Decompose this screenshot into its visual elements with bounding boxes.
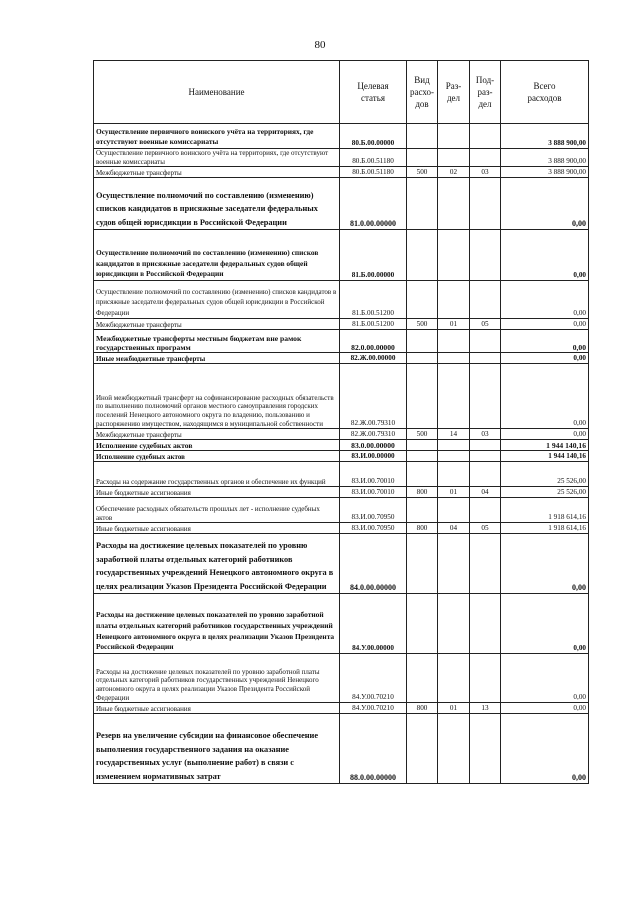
- row-expense-type: [407, 124, 438, 149]
- row-name: Расходы на достижение целевых показателей по уровню заработной платы отдельных категорий работников государственных учреждений Ненецкого автономного округа в целях реализации Указов Президента Российской Федерации: [94, 594, 340, 654]
- row-expense-type: [407, 462, 438, 487]
- row-subsection: [470, 451, 501, 462]
- header-expense-type: Вид расхо- дов: [407, 61, 438, 124]
- row-name: Иные бюджетные ассигнования: [94, 703, 340, 714]
- row-total: 0,00: [501, 330, 589, 353]
- row-subsection: [470, 594, 501, 654]
- row-subsection: [470, 714, 501, 784]
- row-section: 02: [438, 167, 470, 178]
- row-total: 0,00: [501, 654, 589, 703]
- row-total: 0,00: [501, 353, 589, 364]
- row-expense-type: 500: [407, 429, 438, 440]
- table-row: [94, 319, 589, 330]
- row-name: Исполнение судебных актов: [94, 440, 340, 451]
- table-row: [94, 330, 589, 353]
- row-target-article: 82.Ж.00.79310: [340, 364, 407, 429]
- row-name: Осуществление полномочий по составлению (изменению) списков кандидатов в присяжные заседатели федеральных судов общей юрисдикции в Российской Федерации: [94, 230, 340, 281]
- row-subsection: [470, 281, 501, 319]
- row-expense-type: [407, 330, 438, 353]
- row-subsection: [470, 534, 501, 594]
- row-section: 14: [438, 429, 470, 440]
- row-total: 0,00: [501, 281, 589, 319]
- row-subsection: [470, 364, 501, 429]
- row-subsection: [470, 498, 501, 523]
- row-expense-type: [407, 714, 438, 784]
- row-expense-type: [407, 594, 438, 654]
- row-target-article: 83.И.00.70010: [340, 462, 407, 487]
- row-expense-type: 500: [407, 319, 438, 330]
- row-expense-type: [407, 364, 438, 429]
- row-section: [438, 534, 470, 594]
- budget-table: [93, 60, 589, 784]
- row-target-article: 83.И.00.00000: [340, 451, 407, 462]
- row-section: [438, 281, 470, 319]
- row-target-article: 81.Б.00.00000: [340, 230, 407, 281]
- row-name: Расходы на достижение целевых показателей по уровню заработной платы отдельных категорий работников государственных учреждений Ненецкого автономного округа в целях реализации Указов Президента Российской Федерации: [94, 654, 340, 703]
- row-name: Расходы на содержание государственных органов и обеспечение их функций: [94, 462, 340, 487]
- table-row: [94, 364, 589, 429]
- row-expense-type: [407, 353, 438, 364]
- row-total: 3 888 900,00: [501, 124, 589, 149]
- table-row: [94, 462, 589, 487]
- row-section: [438, 353, 470, 364]
- row-section: [438, 498, 470, 523]
- table-row: [94, 498, 589, 523]
- row-section: [438, 594, 470, 654]
- row-name: Иной межбюджетный трансферт на софинансирование расходных обязательств по выполнению полномочий органов местного самоуправления городских поселений Ненецкого автономного округа по владению, пользованию и распоряжению имуществом, находящимся в муниципальной собственности: [94, 364, 340, 429]
- row-subsection: [470, 124, 501, 149]
- row-name: Иные бюджетные ассигнования: [94, 523, 340, 534]
- row-target-article: 82.Ж.00.79310: [340, 429, 407, 440]
- row-section: 01: [438, 703, 470, 714]
- row-subsection: [470, 149, 501, 167]
- row-subsection: [470, 440, 501, 451]
- row-total: 1 944 140,16: [501, 440, 589, 451]
- row-name: Межбюджетные трансферты местным бюджетам вне рамок государственных программ: [94, 330, 340, 353]
- table-row: [94, 703, 589, 714]
- table-row: [94, 487, 589, 498]
- row-total: 0,00: [501, 364, 589, 429]
- row-total: 25 526,00: [501, 462, 589, 487]
- table-row: [94, 149, 589, 167]
- row-target-article: 84.У.00.70210: [340, 654, 407, 703]
- row-target-article: 82.0.00.00000: [340, 330, 407, 353]
- row-name: Иные межбюджетные трансферты: [94, 353, 340, 364]
- row-total: 25 526,00: [501, 487, 589, 498]
- row-target-article: 80.Б.00.51180: [340, 149, 407, 167]
- row-target-article: 84.У.00.70210: [340, 703, 407, 714]
- row-section: [438, 124, 470, 149]
- row-total: 1 918 614,16: [501, 498, 589, 523]
- row-section: 01: [438, 487, 470, 498]
- row-expense-type: [407, 178, 438, 230]
- table-row: [94, 281, 589, 319]
- row-subsection: 05: [470, 523, 501, 534]
- header-total: Всего расходов: [501, 61, 589, 124]
- table-row: [94, 451, 589, 462]
- row-section: [438, 178, 470, 230]
- row-name: Расходы на достижение целевых показателей по уровню заработной платы отдельных категорий работников государственных учреждений Ненецкого автономного округа в целях реализации Указов Президента Российской Федерации: [94, 534, 340, 594]
- row-target-article: 80.Б.00.51180: [340, 167, 407, 178]
- row-expense-type: [407, 440, 438, 451]
- row-section: 01: [438, 319, 470, 330]
- row-section: [438, 714, 470, 784]
- row-target-article: 83.И.00.70950: [340, 498, 407, 523]
- row-section: [438, 330, 470, 353]
- row-subsection: [470, 654, 501, 703]
- table-row: [94, 230, 589, 281]
- row-subsection: 04: [470, 487, 501, 498]
- row-total: 0,00: [501, 429, 589, 440]
- row-expense-type: 800: [407, 703, 438, 714]
- row-expense-type: 800: [407, 487, 438, 498]
- header-subsection: Под- раз- дел: [470, 61, 501, 124]
- table-row: [94, 429, 589, 440]
- page-number: 80: [314, 39, 326, 51]
- table-row: [94, 654, 589, 703]
- row-target-article: 83.0.00.00000: [340, 440, 407, 451]
- row-total: 1 944 140,16: [501, 451, 589, 462]
- row-expense-type: [407, 534, 438, 594]
- row-total: 0,00: [501, 319, 589, 330]
- table-row: [94, 167, 589, 178]
- row-section: 04: [438, 523, 470, 534]
- table-row: [94, 124, 589, 149]
- row-total: 0,00: [501, 703, 589, 714]
- row-section: [438, 451, 470, 462]
- row-name: Осуществление полномочий по составлению (изменению) списков кандидатов в присяжные заседатели федеральных судов общей юрисдикции в Российской Федерации: [94, 281, 340, 319]
- row-section: [438, 364, 470, 429]
- row-subsection: [470, 330, 501, 353]
- row-section: [438, 462, 470, 487]
- row-section: [438, 230, 470, 281]
- row-name: Осуществление первичного воинского учёта на территориях, где отсутствуют военные комиссариаты: [94, 149, 340, 167]
- table-body: [94, 124, 589, 784]
- row-name: Обеспечение расходных обязательств прошлых лет - исполнение судебных актов: [94, 498, 340, 523]
- row-target-article: 83.И.00.70010: [340, 487, 407, 498]
- table-row: [94, 440, 589, 451]
- row-subsection: [470, 353, 501, 364]
- row-name: Осуществление полномочий по составлению (изменению) списков кандидатов в присяжные заседатели федеральных судов общей юрисдикции в Российской Федерации: [94, 178, 340, 230]
- row-name: Межбюджетные трансферты: [94, 429, 340, 440]
- row-section: [438, 149, 470, 167]
- table-row: [94, 353, 589, 364]
- row-total: 0,00: [501, 534, 589, 594]
- row-subsection: 03: [470, 429, 501, 440]
- row-target-article: 84.0.00.00000: [340, 534, 407, 594]
- row-target-article: 81.Б.00.51200: [340, 281, 407, 319]
- row-target-article: 88.0.00.00000: [340, 714, 407, 784]
- row-expense-type: [407, 149, 438, 167]
- row-total: 0,00: [501, 230, 589, 281]
- row-total: 0,00: [501, 594, 589, 654]
- row-target-article: 81.Б.00.51200: [340, 319, 407, 330]
- row-section: [438, 654, 470, 703]
- row-target-article: 82.Ж.00.00000: [340, 353, 407, 364]
- row-total: 0,00: [501, 714, 589, 784]
- row-subsection: [470, 462, 501, 487]
- row-target-article: 84.У.00.00000: [340, 594, 407, 654]
- row-expense-type: [407, 654, 438, 703]
- row-expense-type: [407, 498, 438, 523]
- row-total: 0,00: [501, 178, 589, 230]
- row-name: Межбюджетные трансферты: [94, 319, 340, 330]
- table-header: [94, 61, 589, 124]
- header-name: Наименование: [94, 61, 340, 124]
- row-subsection: 13: [470, 703, 501, 714]
- row-expense-type: [407, 451, 438, 462]
- row-total: 3 888 900,00: [501, 167, 589, 178]
- row-expense-type: 500: [407, 167, 438, 178]
- row-expense-type: [407, 281, 438, 319]
- table-row: [94, 714, 589, 784]
- table-row: [94, 594, 589, 654]
- row-target-article: 81.0.00.00000: [340, 178, 407, 230]
- row-expense-type: 800: [407, 523, 438, 534]
- row-total: 3 888 900,00: [501, 149, 589, 167]
- row-subsection: 05: [470, 319, 501, 330]
- row-name: Иные бюджетные ассигнования: [94, 487, 340, 498]
- header-target-article: Целевая статья: [340, 61, 407, 124]
- row-total: 1 918 614,16: [501, 523, 589, 534]
- table-row: [94, 534, 589, 594]
- row-name: Резерв на увеличение субсидии на финансовое обеспечение выполнения государственного задания на оказание государственных услуг (выполнение работ) в связи с изменением нормативных затрат: [94, 714, 340, 784]
- row-subsection: [470, 230, 501, 281]
- row-section: [438, 440, 470, 451]
- row-name: Осуществление первичного воинского учёта на территориях, где отсутствуют военные комиссариаты: [94, 124, 340, 149]
- table-row: [94, 523, 589, 534]
- table-row: [94, 178, 589, 230]
- row-name: Исполнение судебных актов: [94, 451, 340, 462]
- header-section: Раз- дел: [438, 61, 470, 124]
- row-subsection: [470, 178, 501, 230]
- row-name: Межбюджетные трансферты: [94, 167, 340, 178]
- row-expense-type: [407, 230, 438, 281]
- row-subsection: 03: [470, 167, 501, 178]
- row-target-article: 80.Б.00.00000: [340, 124, 407, 149]
- row-target-article: 83.И.00.70950: [340, 523, 407, 534]
